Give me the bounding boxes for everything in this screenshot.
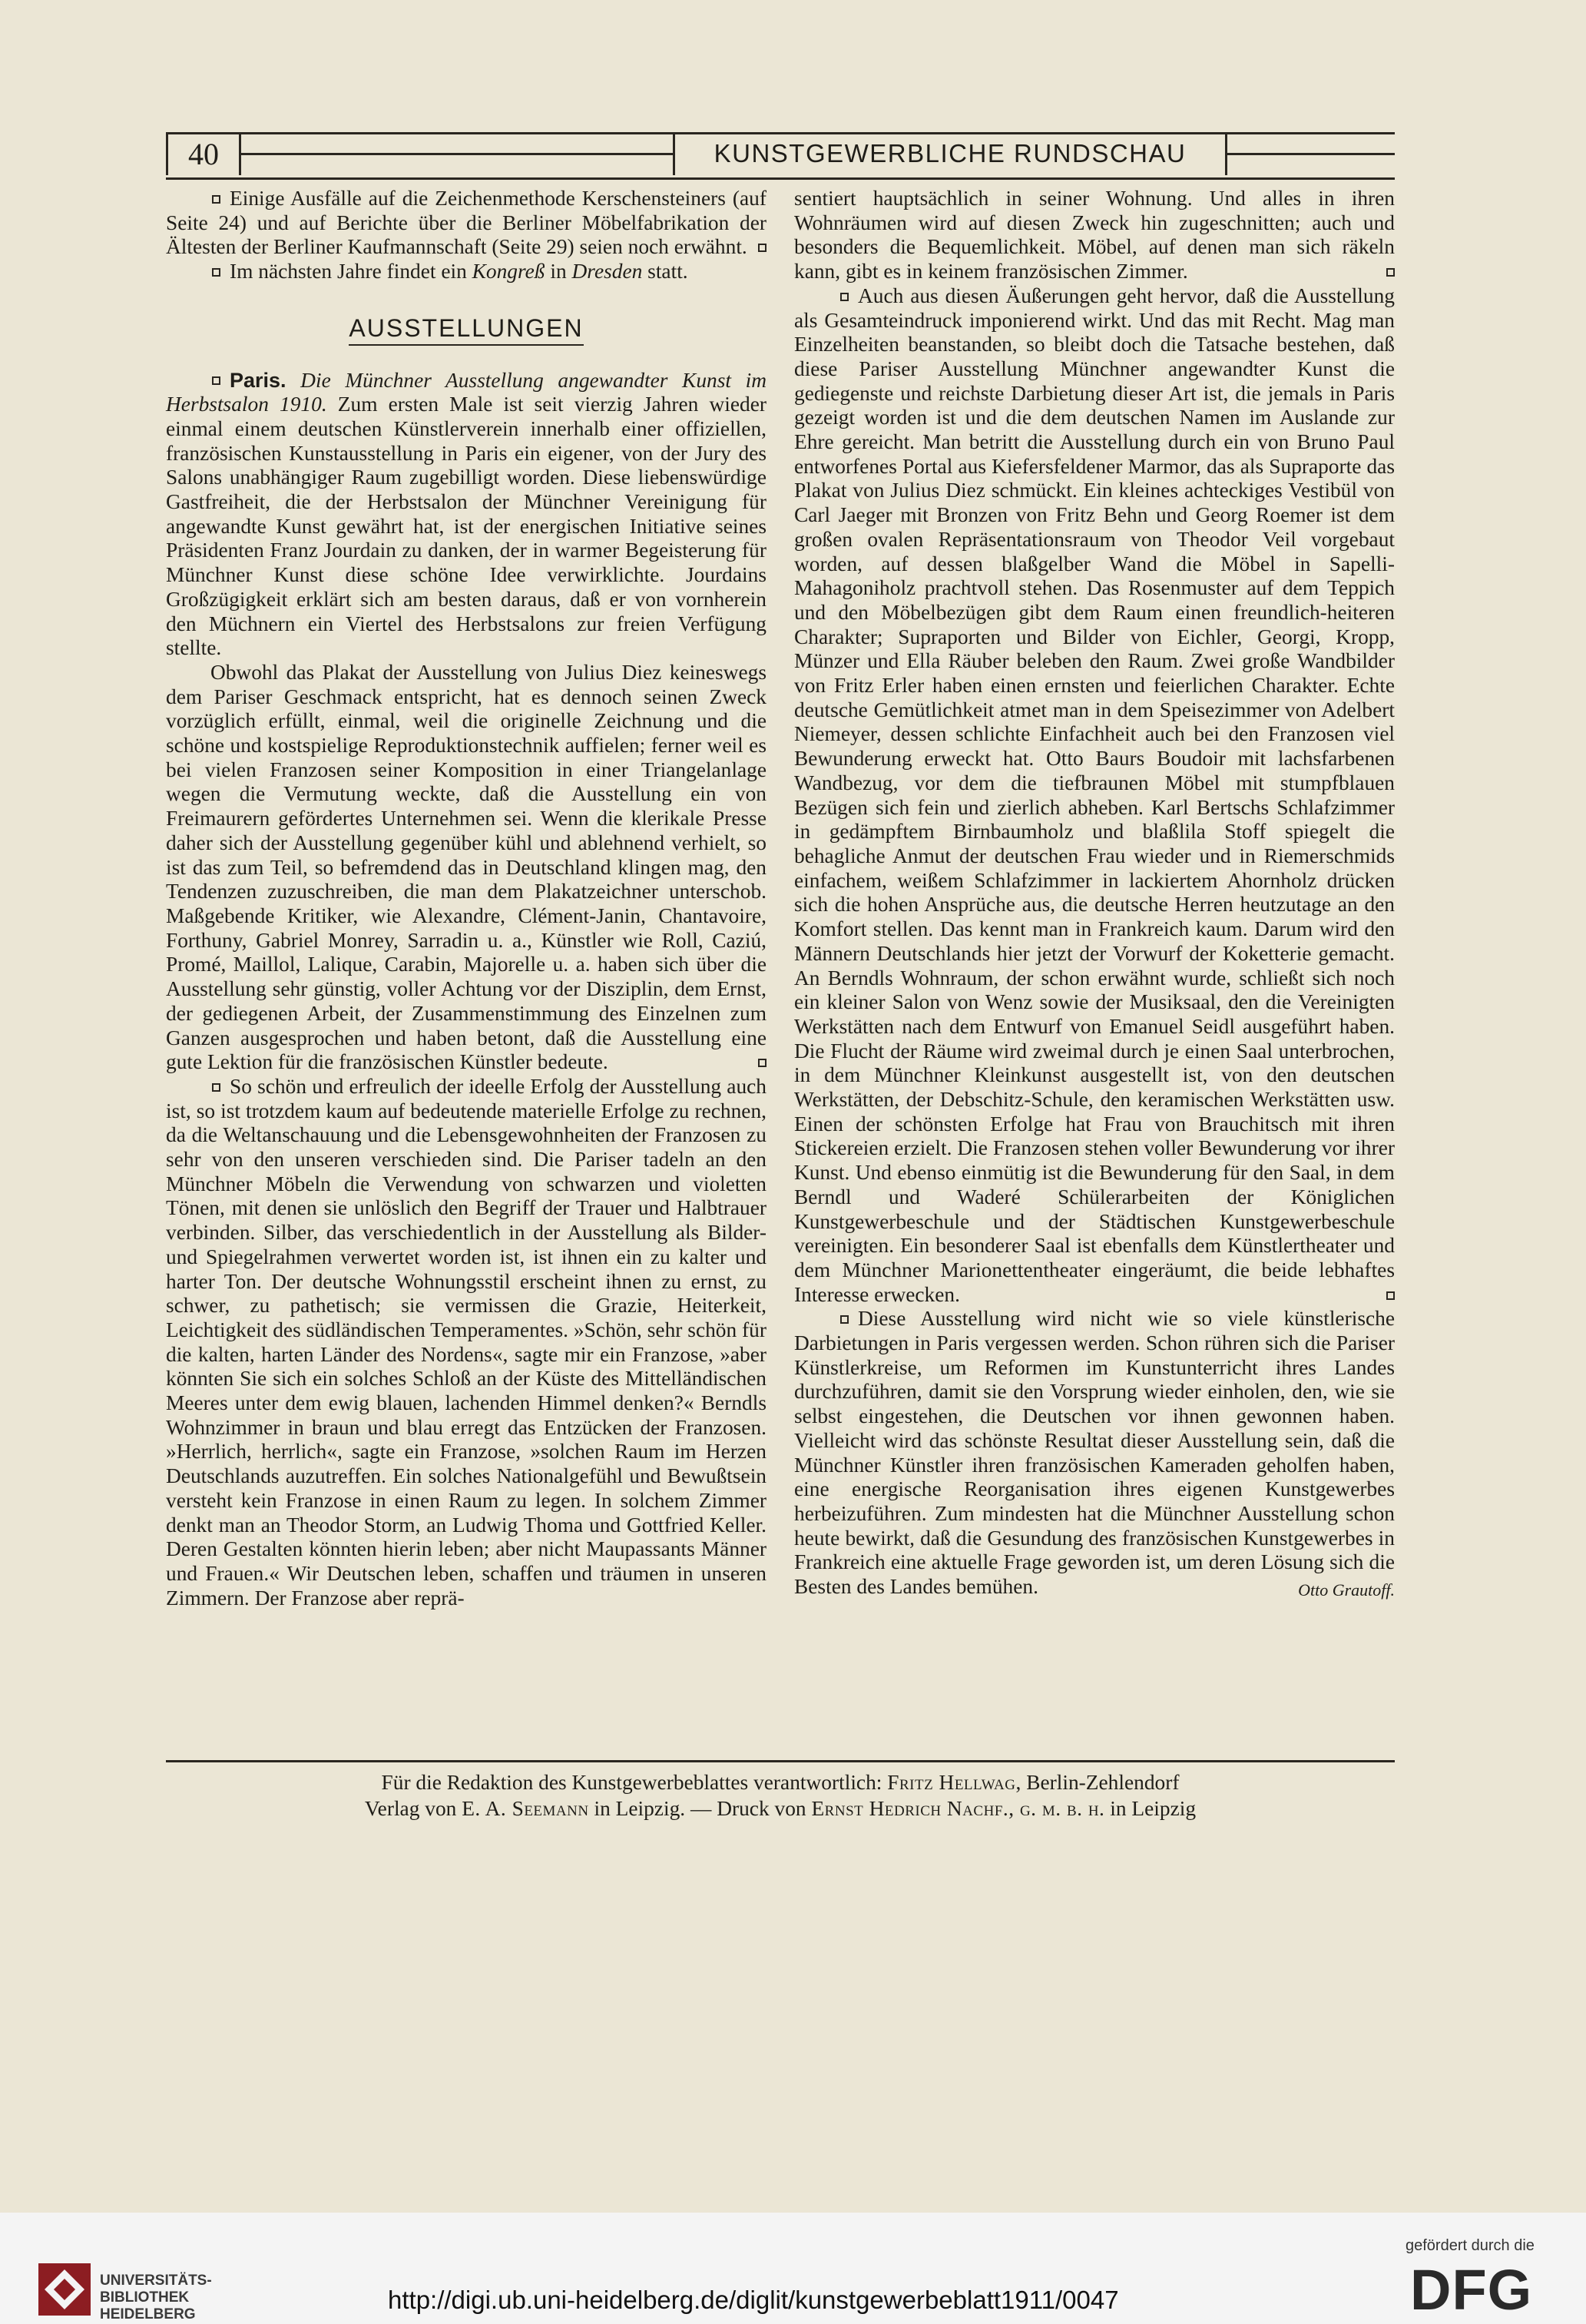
square-ornament-icon: [212, 195, 220, 204]
funding-note: gefördert durch die: [1406, 2237, 1535, 2254]
note-kongress: Im nächsten Jahre findet ein Kongreß in Dresden statt.: [166, 260, 767, 284]
library-name: UNIVERSITÄTS- BIBLIOTHEK HEIDELBERG: [100, 2273, 212, 2322]
article-subtitle: Die Münchner Ausstellung angewandter Kunst im Herbstsalon 1910.: [166, 368, 767, 416]
article-paragraph: Paris. Die Münchner Ausstellung angewandter Kunst im Herbstsalon 1910. Zum ersten Male ist seit vierzig Jahren wieder einmal einem deutschen Künstlerverein innerhalb einer offiziellen, französischen Kunstausstellung in Paris ein eigener, von der Jury des Salons unabhängiger Raum zugebilligt worden. Diese liebenswürdige Gastfreiheit, die der Herbstsalon der Münchner Vereinigung für angewandte Kunst gewährt hat, ist der energischen Initiative seines Präsidenten Franz Jourdain zu danken, der in warmer Begeisterung für Münchner Kunst diese schöne Idee verwirklichte. Jourdains Großzügigkeit erklärt sich am besten daraus, daß er von vornherein den Müchnern ein Viertel des Herbstsalons zur freien Verfügung stellte.: [166, 368, 767, 660]
article-paragraph: So schön und erfreulich der ideelle Erfolg der Ausstellung auch ist, so ist trotzdem kaum auf bedeutende materielle Erfolge zu rechnen, da die Weltanschauung und die Lebensgewohnheiten der Franzosen zu sehr von den unseren verschieden sind. Die Pariser tadeln an den Münchner Möbeln die Verwendung von schwarzen und violetten Tönen, mit denen sie unlöslich den Begriff der Trauer und Halbtrauer verbinden. Silber, das verschiedentlich in der Ausstellung als Bilder- und Spiegelrahmen verwertet worden ist, ist ihnen ein zu kalter und harter Ton. Der deutsche Wohnungsstil erscheint ihnen zu ernst, zu schwer, zu pathetisch; sie vermissen die Grazie, Heiterkeit, Leichtigkeit des südländischen Temperamentes. »Schön, sehr schön für die kalten, harten Länder des Nordens«, sagte mir ein Franzose, »aber könnten Sie sich ein solches Schloß an der Küste des Mittelländischen Meeres unter dem ewig blauen, lachenden Himmel denken?« Berndls Wohnzimmer in braun und blau erregt das Entzücken der Franzosen. »Herrlich, herrlich«, sagte ein Franzose, »solchen Raum im Herzen Deutschlands auzutreffen. Ein solches Nationalgefühl und Bewußtsein versteht kein Franzose in einen Raum zu legen. In solchem Zimmer denkt man an Theodor Storm, an Ludwig Thoma und Gottfried Keller. Deren Gestalten könnten hierin leben; aber nicht Maupassants Männer und Frauen.« Wir Deutschen leben, schaffen und träumen in unseren Zimmern. Der Franzose aber reprä-: [166, 1074, 767, 1610]
section-heading: AUSSTELLUNGEN: [166, 317, 767, 341]
dfg-logo: DFG: [1410, 2258, 1533, 2322]
square-ornament-icon: [840, 293, 849, 301]
square-ornament-icon: [212, 376, 220, 385]
square-ornament-icon: [758, 1059, 767, 1067]
note-kerschensteiner: Einige Ausfälle auf die Zeichenmethode Kerschensteiners (auf Seite 24) und auf Berichte über die Berliner Möbelfabrikation der Ältesten der Berliner Kaufmannschaft (Seite 29) seien noch erwähnt.: [166, 187, 767, 259]
running-head: [166, 132, 1395, 180]
square-ornament-icon: [1386, 268, 1395, 277]
imprint-editor: Für die Redaktion des Kunstgewerbeblattes verantwortlich: Fritz Hellwag, Berlin-Zehlendorf: [381, 1771, 1180, 1794]
imprint-publisher: Verlag von E. A. Seemann in Leipzig. — Druck von Ernst Hedrich Nachf., g. m. b. h. in Leipzig: [364, 1797, 1197, 1820]
article-paragraph: Auch aus diesen Äußerungen geht hervor, daß die Ausstellung als Gesamteindruck imponierend wirkt. Und das mit Recht. Mag man Einzelheiten beanstanden, so bleibt doch die Tatsache bestehen, daß diese Pariser Ausstellung Münchner angewandter Kunst die gediegenste und reichste Darbietung dieser Art ist, die jemals in Paris gezeigt worden ist und die dem deutschen Namen im Auslande zur Ehre gereicht. Man betritt die Ausstellung durch ein von Bruno Paul entworfenes Portal aus Kiefersfeldener Marmor, das als Supraporte das Plakat von Julius Diez schmückt. Ein kleines achteckiges Vestibül von Carl Jaeger mit Bronzen von Fritz Behn und Georg Roemer ist dem großen ovalen Repräsentationsraum von Theodor Veil vorgebaut worden, auf dessen blaßgelber Wand die Möbel in Sapelli-Mahagoniholz prachtvoll stehen. Das Rosenmuster auf dem Teppich und den Möbelbezügen gibt dem Raum einen freundlich-heiteren Charakter; Supraporten und Bilder von Eichler, Georgi, Kropp, Münzer und Ella Räuber beleben den Raum. Zwei große Wandbilder von Fritz Erler haben einen ernsten und feierlichen Charakter. Echte deutsche Gemütlichkeit atmet man in dem Speisezimmer von Adelbert Niemeyer, dessen schlichte Einfachheit auch bei den Franzosen viel Bewunderung erweckt hat. Otto Baurs Boudoir mit lachsfarbenen Wandbezug, vor dem die tiefbraunen Möbel mit stumpfblauen Bezügen sich fein und zierlich abheben. Karl Bertschs Schlafzimmer in gedämpftem Birnbaumholz und blaßlila Stoff spiegelt die behagliche Anmut der deutschen Frau wieder und in Riemerschmids einfachem, weißem Schlafzimmer in lackiertem Ahornholz drücken sich die hohen Ansprüche aus, die deutsche Herren heutzutage an den Komfort stellen. Das kennt man in Frankreich kaum. Darum wird den Männern Deutschlands hier jetzt der Vorwurf der Koketterie gemacht. An Berndls Wohnraum, der schon erwähnt wurde, schließt sich noch ein kleiner Salon von Wenz sowie der Musiksaal, den die Vereinigten Werkstätten nach dem Entwurf von Emanuel Seidl ausgeführt haben. Die Flucht der Räume wird zweimal durch je einen Saal unterbrochen, in dem Münchner Kleinkunst ausgestellt ist, von den deutschen Werkstätten, der Debschitz-Schule, den keramischen Werkstätten usw. Einen der schönsten Erfolge hat Frau von Brauchitsch mit ihren Stickereien erzielt. Die Franzosen stehen voller Bewunderung vor ihrer Kunst. Und ebenso einmütig ist die Bewunderung für den Saal, in dem Berndl und Waderé Schülerarbeiten der Königlichen Kunstgewerbeschule und der Städtischen Kunstgewerbeschule vereinigten. Ein besonderer Saal ist ebenfalls dem Künstlertheater und dem Münchner Marionettentheater eingeräumt, die beide lebhaftes Interesse erwecken.: [794, 283, 1395, 1306]
article-place: Paris.: [230, 368, 286, 392]
square-ornament-icon: [212, 1083, 220, 1092]
article-paragraph: Obwohl das Plakat der Ausstellung von Julius Diez keineswegs dem Pariser Geschmack entspricht, hat es dennoch seinen Zweck vorzüglich erfüllt, einmal, weil die originelle Zeichnung und die schöne und kostspielige Reproduktionstechnik auffielen; ferner weil es bei vielen Franzosen seiner Komposition in einer Triangelanlage wegen die Vermutung weckte, daß die Ausstellung ein von Freimaurern gefördertes Unternehmen sei. Wenn die klerikale Presse daher sich der Ausstellung gegenüber kühl und ablehnend verhielt, so ist das zum Teil, so befremdend das in Deutschland klingen mag, den Tendenzen zuzuschreiben, die man dem Plakatzeichner unterschob. Maßgebende Kritiker, wie Alexandre, Clément-Janin, Chantavoire, Forthuny, Gabriel Monrey, Sarradin u. a., Künstler wie Roll, Caziú, Promé, Maillol, Lalique, Carabin, Majorelle u. a. haben sich über die Ausstellung sehr günstig, voller Achtung vor der Disziplin, dem Ernst, der gediegenen Arbeit, der Zusammenstimmung des Einzelnen zum Ganzen ausgesprochen und haben betont, daß die Ausstellung eine gute Lektion für die französischen Künstler bedeute.: [166, 660, 767, 1074]
library-logo-icon: [38, 2263, 91, 2316]
square-ornament-icon: [212, 268, 220, 277]
article-paragraph: sentiert hauptsächlich in seiner Wohnung. Und alles in ihren Wohnräumen wird auf diesen Zweck hin zugeschnitten; auch und besonders die Bequemlichkeit. Möbel, auf denen man sich räkeln kann, gibt es in keinem französischen Zimmer.: [794, 187, 1395, 283]
square-ornament-icon: [1386, 1291, 1395, 1300]
running-head-rule-right: [1225, 153, 1395, 155]
article-paragraph: Diese Ausstellung wird nicht wie so viele künstlerische Darbietungen in Paris vergessen werden. Schon rühren sich die Pariser Künstlerkreise, um Reformen im Kunstunterricht ihres Landes durchzuführen, damit sie den Vorsprung wieder einholen, den, wie sie selbst eingestehen, die Deutschen vor ihnen gewonnen haben. Vielleicht wird das schönste Resultat dieser Ausstellung sein, daß die Münchner Künstler ihren französischen Kameraden geholfen haben, eine energische Reorganisation ihres eigenen Kunstgewerbes herbeizuführen. Zum mindesten hat die Münchner Ausstellung schon heute bewirkt, daß die Gesundung des französischen Kunstgewerbes in Frankreich eine aktuelle Frage geworden ist, um deren Lösung sich die Besten des Landes bemühen. Otto Grautoff.: [794, 1307, 1395, 1599]
author-signature: Otto Grautoff.: [1298, 1580, 1395, 1600]
imprint-rule: [166, 1760, 1395, 1762]
square-ornament-icon: [840, 1315, 849, 1324]
square-ornament-icon: [758, 244, 767, 252]
page-number: 40: [166, 132, 241, 175]
right-column: [794, 187, 1395, 1603]
journal-title: KUNSTGEWERBLICHE RUNDSCHAU: [673, 132, 1227, 175]
left-column: [166, 187, 767, 1610]
running-head-rule-left: [239, 153, 673, 155]
permalink-url[interactable]: http://digi.ub.uni-heidelberg.de/diglit/kunstgewerbeblatt1911/0047: [388, 2286, 1119, 2314]
